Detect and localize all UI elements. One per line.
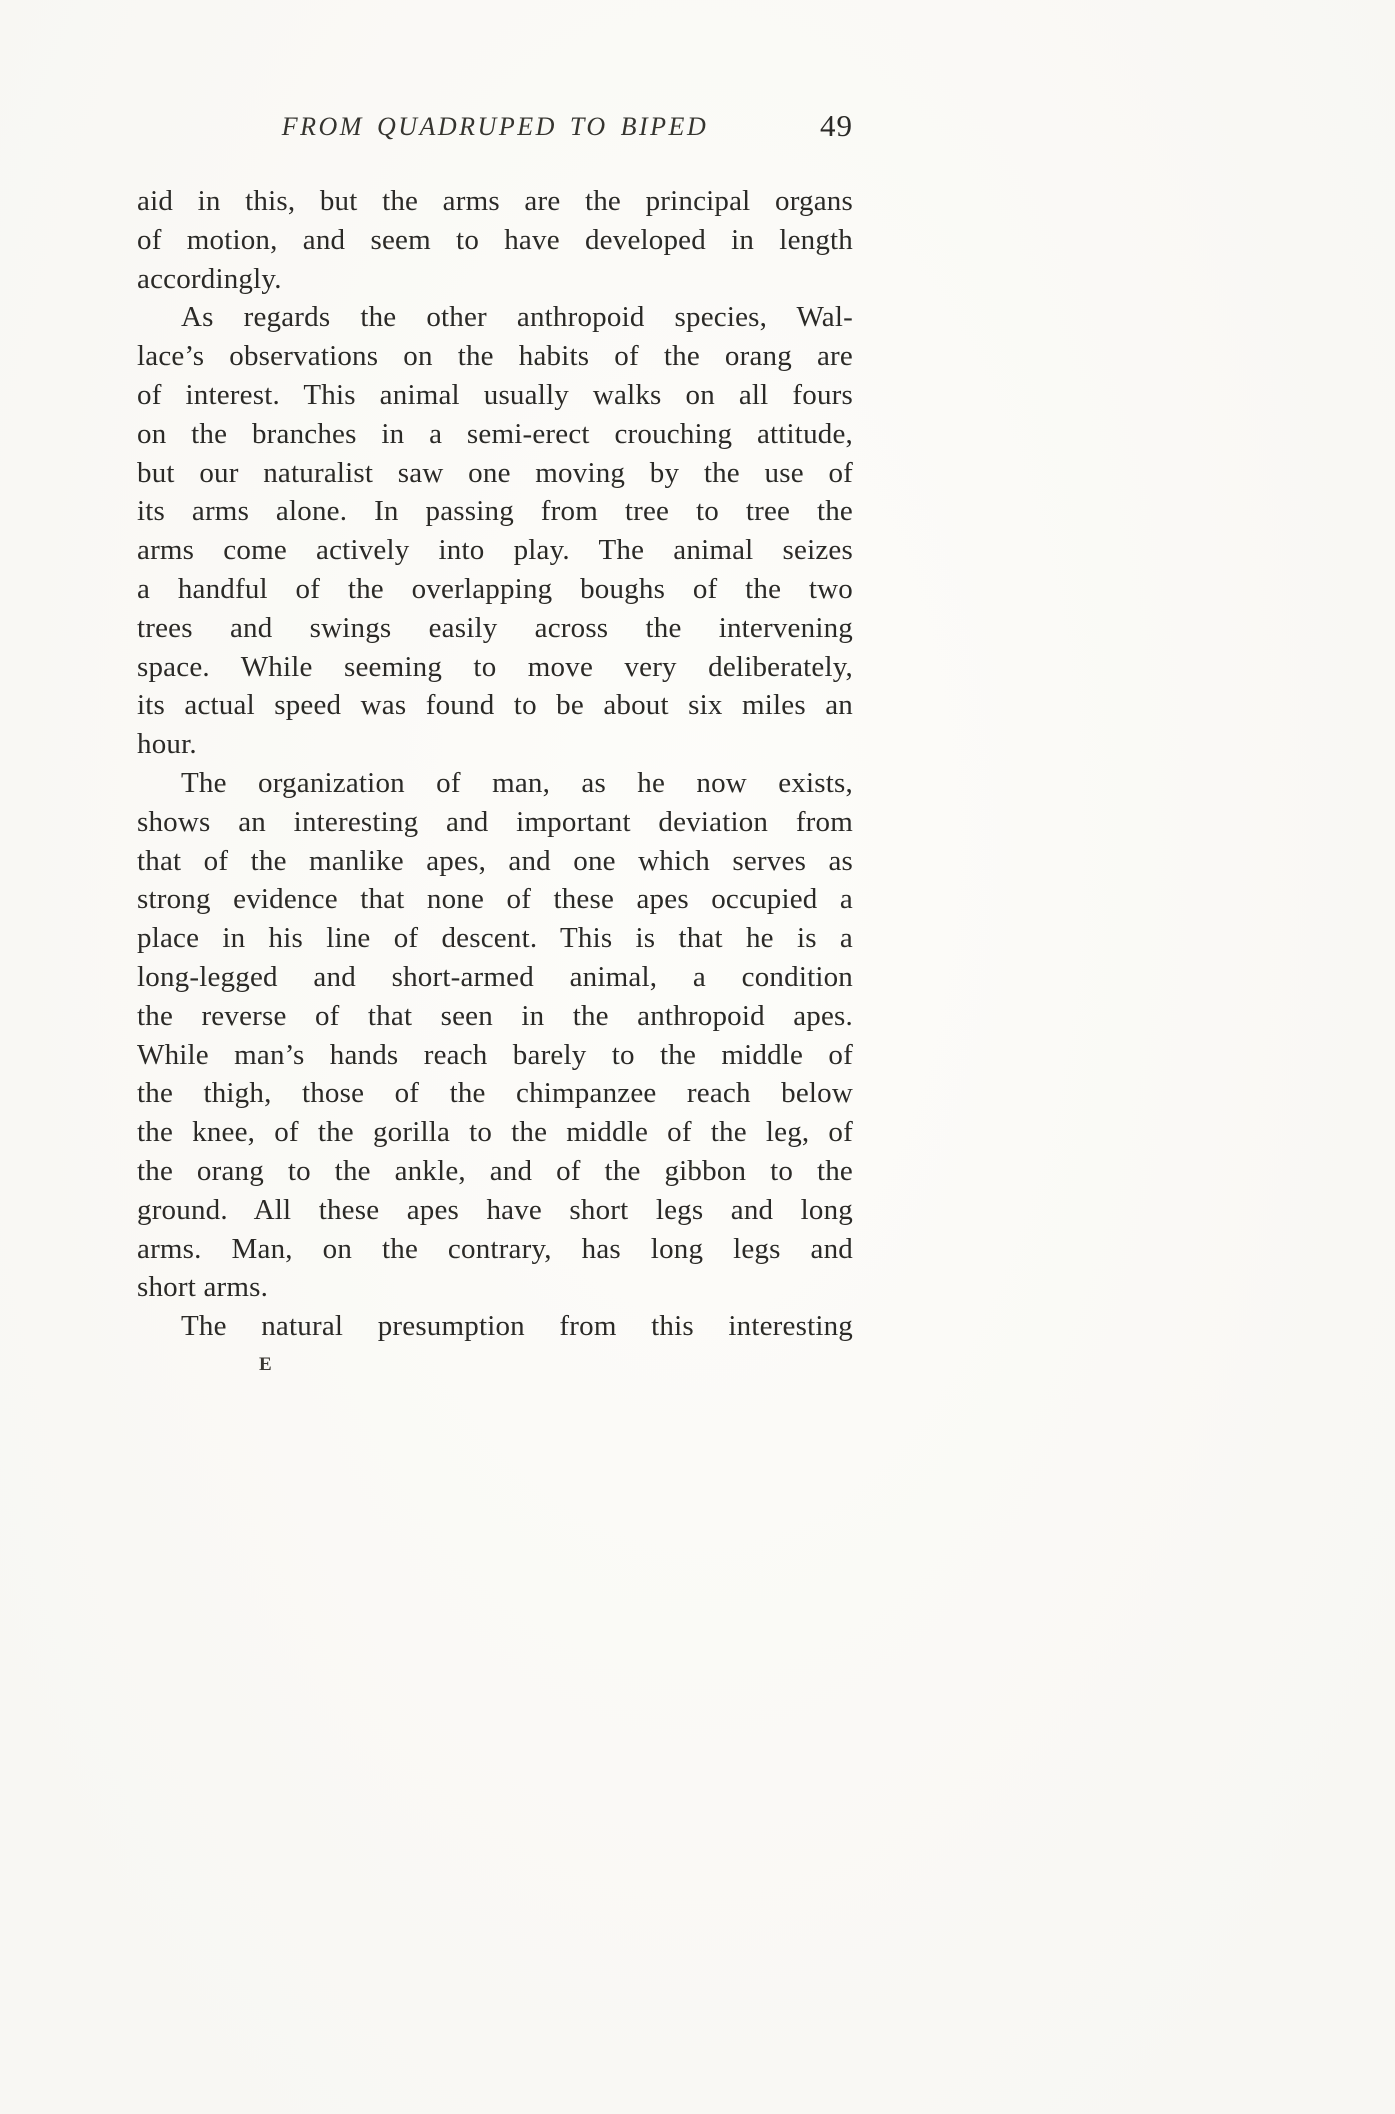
text-line: ground. All these apes have short legs and long: [137, 1193, 853, 1226]
text-line: lace’s observations on the habits of the orang are: [137, 340, 853, 373]
body-text: [137, 182, 853, 1346]
text-line: hour.: [137, 728, 197, 761]
text-line: the reverse of that seen in the anthropoid apes.: [137, 999, 853, 1032]
text-line: on the branches in a semi-erect crouching attitude,: [137, 417, 853, 450]
text-line: trees and swings easily across the intervening: [137, 611, 853, 644]
text-line: its arms alone. In passing from tree to tree the: [137, 495, 853, 528]
running-title: FROM QUADRUPED TO BIPED: [281, 112, 709, 141]
text-line: the thigh, those of the chimpanzee reach below: [137, 1077, 853, 1110]
text-line: its actual speed was found to be about six miles an: [137, 689, 853, 722]
text-line: accordingly.: [137, 262, 282, 295]
text-line: the knee, of the gorilla to the middle of the leg, of: [137, 1116, 853, 1149]
text-line: The natural presumption from this interesting: [181, 1310, 853, 1343]
text-line: of motion, and seem to have developed in length: [137, 223, 853, 256]
text-line: a handful of the overlapping boughs of the two: [137, 572, 853, 605]
text-line: The organization of man, as he now exists,: [181, 766, 853, 799]
text-line: that of the manlike apes, and one which serves as: [137, 844, 853, 877]
text-line: shows an interesting and important deviation from: [137, 805, 853, 838]
text-line: strong evidence that none of these apes occupied a: [137, 883, 853, 916]
text-line: the orang to the ankle, and of the gibbon to the: [137, 1154, 853, 1187]
text-line: aid in this, but the arms are the principal organs: [137, 185, 853, 217]
text-line: long-legged and short-armed animal, a condition: [137, 960, 853, 993]
text-line: arms come actively into play. The animal seizes: [137, 534, 853, 567]
page-header: [137, 108, 853, 154]
signature-mark: E: [259, 1353, 273, 1375]
text-line: place in his line of descent. This is that he is a: [137, 922, 853, 955]
text-line: As regards the other anthropoid species, Wal-: [181, 301, 853, 334]
text-line: arms. Man, on the contrary, has long legs and: [137, 1232, 853, 1265]
text-column: [137, 108, 853, 1376]
text-line: but our naturalist saw one moving by the use of: [137, 456, 853, 489]
page-number: 49: [820, 108, 853, 143]
text-line: space. While seeming to move very deliberately,: [137, 650, 853, 683]
text-line: of interest. This animal usually walks on all fours: [137, 378, 853, 411]
text-line: While man’s hands reach barely to the middle of: [137, 1038, 853, 1071]
text-line: short arms.: [137, 1271, 269, 1304]
